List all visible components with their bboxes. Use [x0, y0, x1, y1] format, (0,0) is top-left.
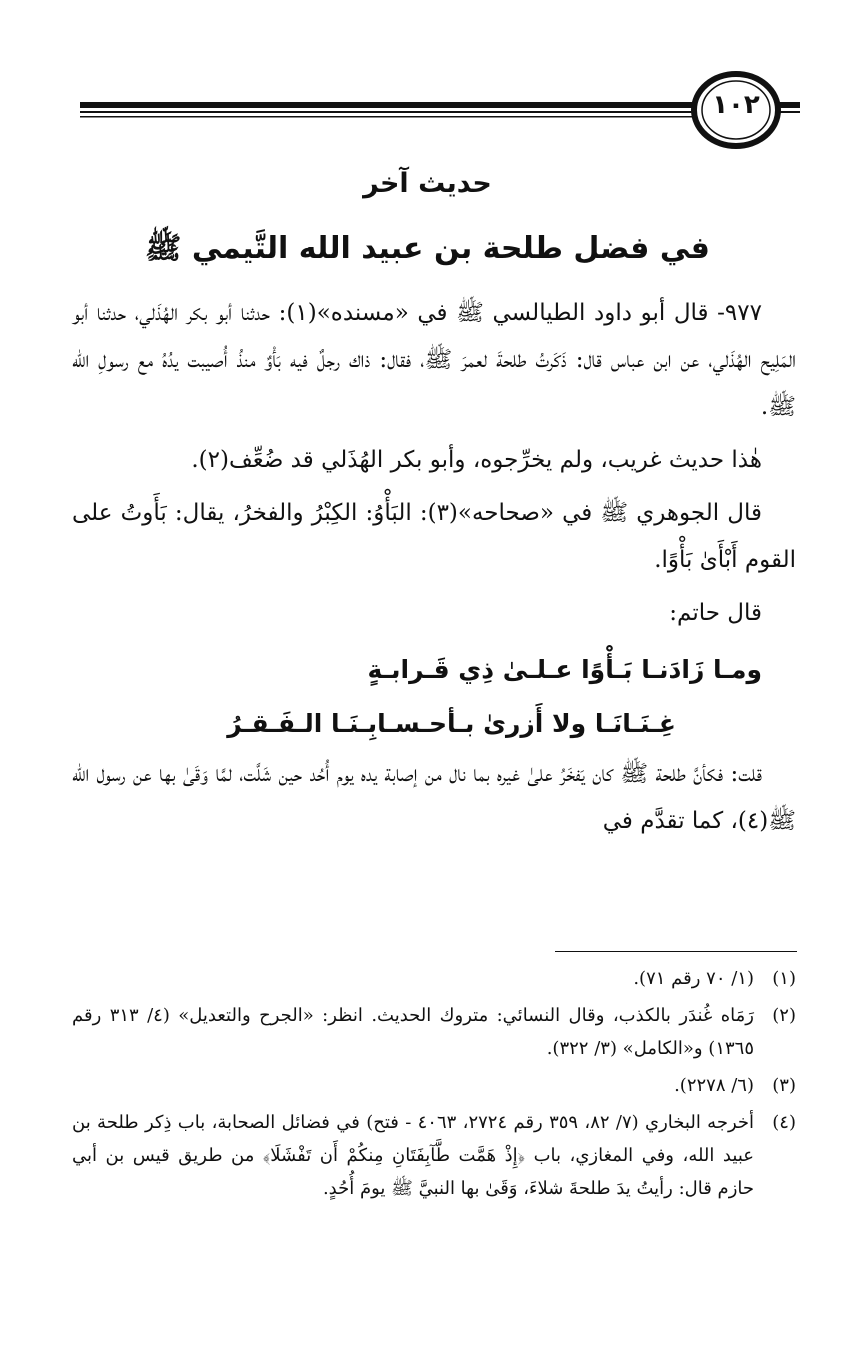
paragraph-poet: قال حاتم:	[669, 600, 762, 626]
paragraph-hadith	[72, 290, 796, 431]
footnote-mark: (٢)	[772, 1005, 796, 1026]
hadith-number: ٩٧٧-	[717, 300, 762, 326]
footnote-text: رَمَاه غُندَر بالكذب، وقال النسائي: متروك الحديث. انظر: «الجرح والتعديل» (٤/ ٣١٣ رقم ١٣٦٥) و«الكامل» (٣/ ٣٢٢).	[72, 1005, 754, 1059]
paragraph-grading: هٰذا حديث غريب، ولم يخرِّجوه، وأبو بكر الهُذَلي قد ضُعِّف(٢).	[191, 447, 762, 473]
footnote	[72, 1106, 796, 1205]
main-text	[72, 290, 796, 851]
verse-line-2: غِـنَـانَـا ولا أَزرىٰ بـأحـسـابِـنَـا الـفَـقـرُ	[227, 709, 676, 738]
page-header	[70, 70, 800, 150]
section-title: حديث آخر	[363, 168, 492, 199]
footnote-text: (٦/ ٢٢٧٨).	[674, 1075, 754, 1096]
footnote	[72, 999, 796, 1065]
footnote-mark: (٤)	[772, 1112, 796, 1133]
footnote-mark: (١)	[772, 968, 796, 989]
section-subtitle: في فضل طلحة بن عبيد الله التَّيمي ﷺ	[145, 231, 710, 266]
footnotes	[72, 962, 796, 1209]
footnote-text: (١/ ٧٠ رقم ٧١).	[633, 968, 754, 989]
footnote-text: أخرجه البخاري (٧/ ٨٢، ٣٥٩ رقم ٢٧٢٤، ٤٠٦٣ - فتح) في فضائل الصحابة، باب ذِكر طلحة بن عبيد الله، وفي المغازي، باب ﴿إِذْ هَمَّت طَّآبِفَتَانِ مِنكُمْ أَن تَفْشَلَا﴾ من طريق قيس بن أبي حازم قال: رأيتُ يدَ طلحةَ شلاءَ، وَقَىٰ بها النبيَّ ﷺ يومَ أُحُدٍ.	[72, 1112, 755, 1199]
footnote	[72, 962, 796, 995]
page-number: ١٠٢	[712, 90, 760, 120]
header-ornament	[70, 70, 800, 150]
verse-line-1: ومـا زَادَنـا بَـأْوًا عـلـىٰ ذِي قَـرابـةٍ	[367, 655, 762, 684]
paragraph-definition: قال الجوهري ﷺ في «صحاحه»(٣): البَأْوُ: الكِبْرُ والفخرُ، يقال: بَأَوتُ على القوم أَبْأَىٰ بَأْوًا.	[72, 500, 796, 573]
footnote-mark: (٣)	[772, 1075, 796, 1096]
footnote-divider	[555, 951, 797, 952]
footnote	[72, 1069, 796, 1102]
paragraph-text: قال أبو داود الطيالسي ﷺ في «مسنده»(١): حدثنا أبو بكر الهُذَلي، حدثنا أبو المَلِيح الهُذَلي، عن ابن عباس قال: ذَكَرتُ طلحةَ لعمرَ ﷺ، فقال: ذاك رجلٌ فيه بَأْوٌ منذُ أُصيبت يدُهُ مع رسولِ الله ﷺ.	[72, 300, 796, 420]
paragraph-commentary: قلت: فكأنَّ طلحة ﷺ كان يَفخَرُ علىٰ غيره بما نال من إصابة يده يوم أُحُد حين شَلَّت، لمَّا وَقَىٰ بها عن رسول الله ﷺ(٤)، كما تقدَّم في	[72, 761, 796, 834]
